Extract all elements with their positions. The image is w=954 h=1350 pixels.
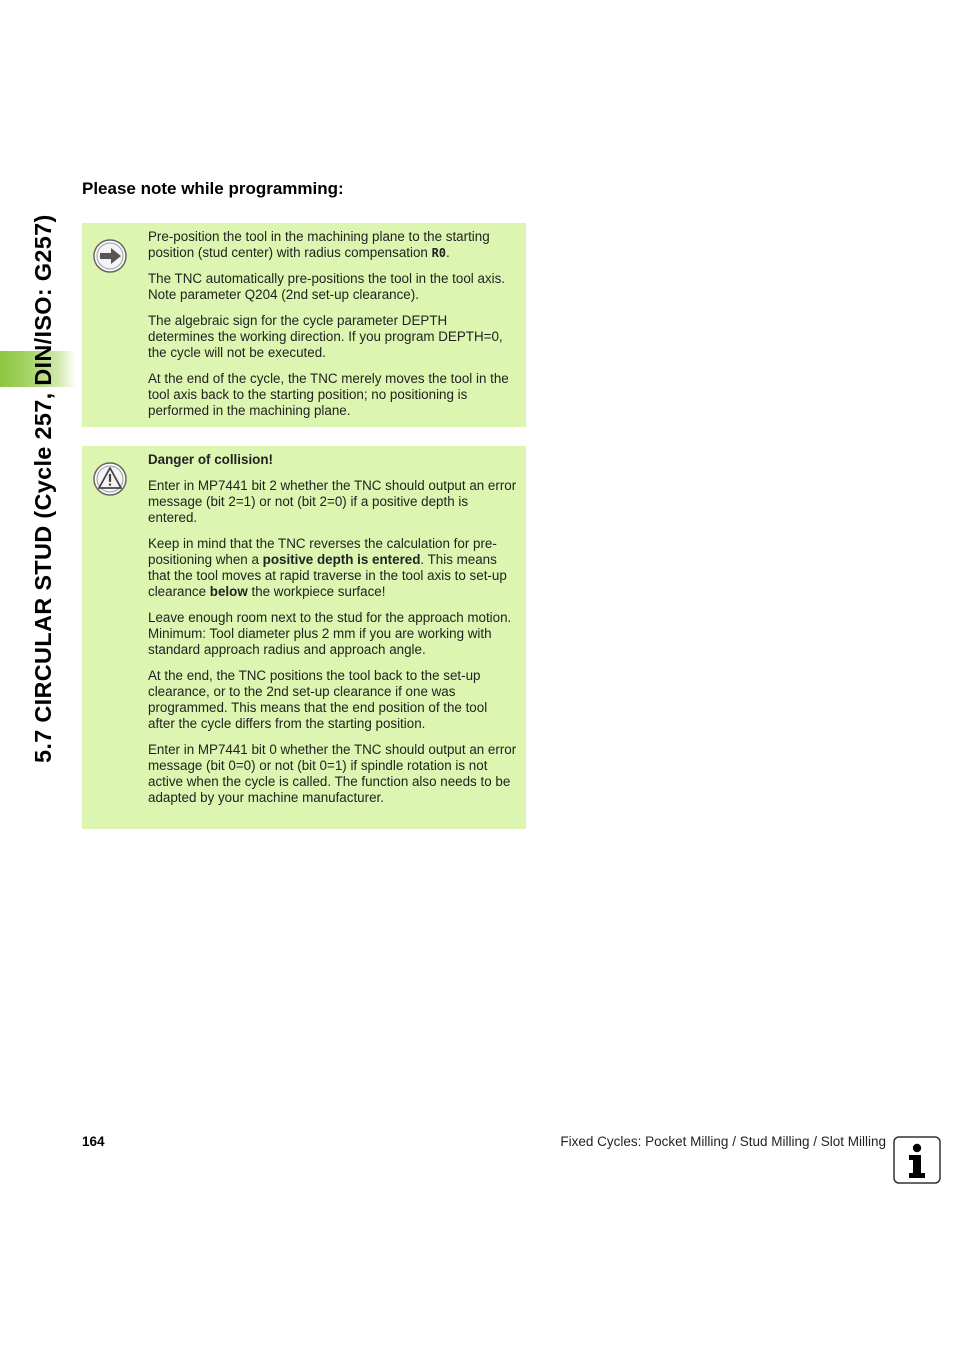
info-note-box: [82, 223, 526, 427]
arrow-right-icon: [92, 238, 128, 274]
warning-paragraph: Enter in MP7441 bit 2 whether the TNC should output an error message (bit 2=1) or not (bit 2=0) if a positive depth is entered.: [148, 478, 517, 525]
info-paragraph: Pre-position the tool in the machining plane to the starting position (stud center) with radius compensation R0.: [148, 229, 490, 260]
warning-paragraph: Leave enough room next to the stud for the approach motion. Minimum: Tool diameter plus 2 mm if you are working with standard approach radius and approach angle.: [148, 610, 512, 657]
info-paragraph: At the end of the cycle, the TNC merely moves the tool in the tool axis back to the starting position; no positioning is performed in the machining plane.: [148, 371, 509, 418]
warning-triangle-icon: [92, 461, 128, 497]
code-r0: R0: [431, 246, 447, 260]
footer-chapter-title: Fixed Cycles: Pocket Milling / Stud Milling / Slot Milling: [560, 1134, 886, 1149]
page-number: 164: [82, 1134, 105, 1149]
warning-paragraph: At the end, the TNC positions the tool back to the set-up clearance, or to the 2nd set-up clearance if one was programmed. This means that the end position of the tool after the cycle differs from the starting position.: [148, 668, 488, 731]
info-paragraph: The TNC automatically pre-positions the tool in the tool axis. Note parameter Q204 (2nd set-up clearance).: [148, 271, 506, 302]
warning-note-box: [82, 446, 526, 829]
info-paragraph: The algebraic sign for the cycle parameter DEPTH determines the working direction. If you program DEPTH=0, the cycle will not be executed.: [148, 313, 503, 360]
side-section-title: 5.7 CIRCULAR STUD (Cycle 257, DIN/ISO: G257): [30, 214, 56, 763]
warning-paragraph: Keep in mind that the TNC reverses the calculation for pre-positioning when a positive depth is entered. This means that the tool moves at rapid traverse in the tool axis to set-up clearance below the workpiece surface!: [148, 536, 507, 599]
warning-title: Danger of collision!: [148, 452, 273, 467]
warning-paragraph: Enter in MP7441 bit 0 whether the TNC should output an error message (bit 0=0) or not (bit 0=1) if spindle rotation is not active when the cycle is called. The function also needs to be adapted by your machine manufacturer.: [148, 742, 517, 805]
page-heading: Please note while programming:: [82, 179, 344, 198]
info-i-icon: [893, 1136, 941, 1184]
